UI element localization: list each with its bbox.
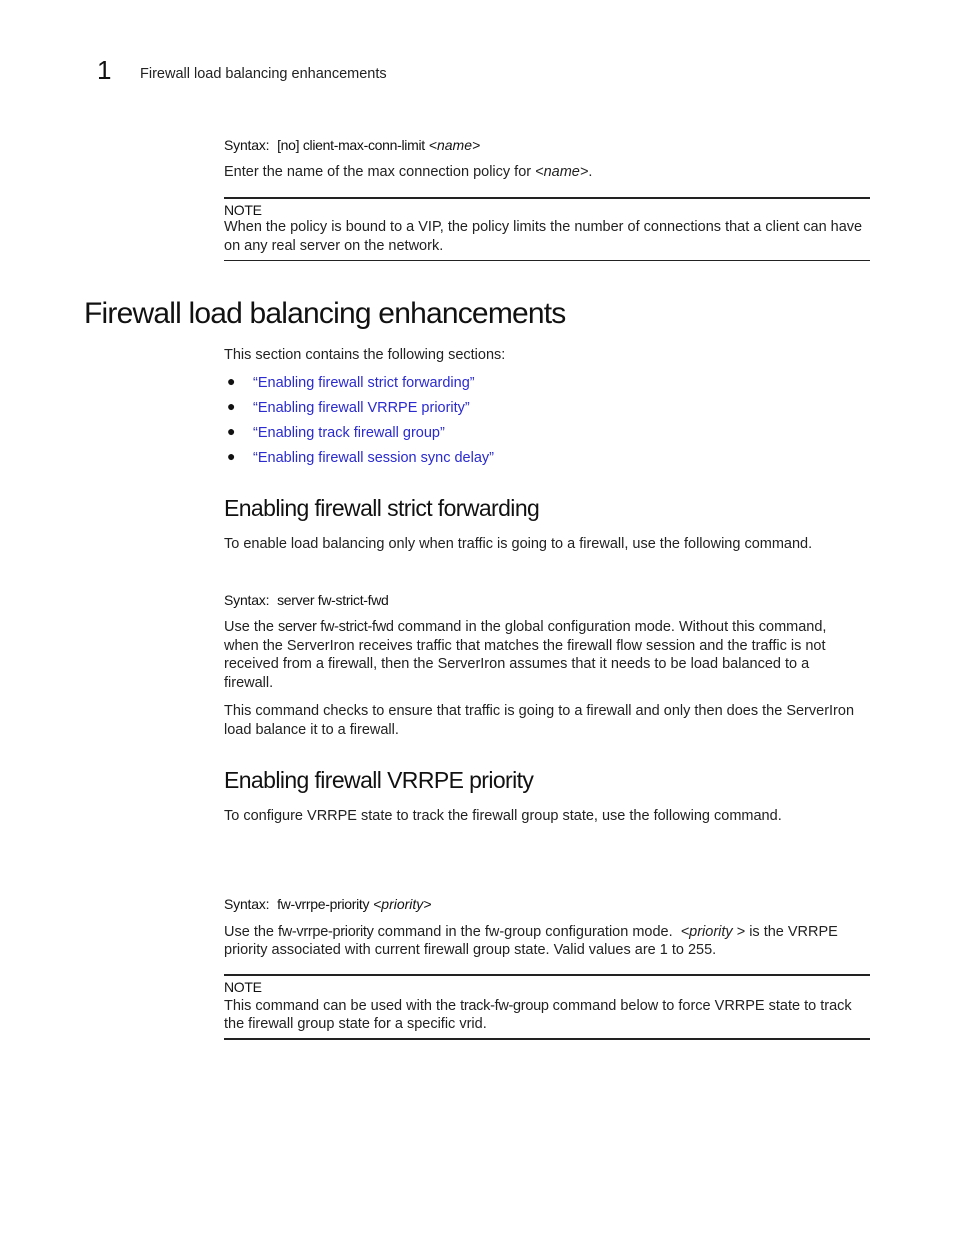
syntax-param: <priority> xyxy=(373,896,432,912)
text-span: Use the xyxy=(224,619,278,635)
text-span: . xyxy=(588,164,593,180)
syntax-label: Syntax: xyxy=(224,592,270,608)
subsection-title-strict-forwarding: Enabling firewall strict forwarding xyxy=(224,495,540,521)
syntax-command: [no] client-max-conn-limit xyxy=(277,137,425,153)
syntax-label: Syntax: xyxy=(224,896,270,912)
note-label: NOTE xyxy=(224,202,262,218)
note-bottom-rule xyxy=(224,260,870,261)
text-span: > is the VRRPE xyxy=(732,924,838,940)
syntax-client-max-conn-limit xyxy=(224,136,480,154)
inline-command: fw-vrrpe-priority xyxy=(278,924,374,940)
vrrpe-paragraph-line: priority associated with current firewall group state. Valid values are 1 to 255. xyxy=(224,942,717,958)
chapter-number: 1 xyxy=(97,55,112,85)
strict-paragraph-line: firewall. xyxy=(224,675,274,691)
note-top-rule xyxy=(224,974,870,976)
text-span: Enter the name of the max connection policy for xyxy=(224,164,536,180)
bullet-icon: ● xyxy=(227,398,236,414)
inline-command: server fw-strict-fwd xyxy=(278,619,394,635)
param-priority: <priority xyxy=(680,924,733,940)
section-title: Firewall load balancing enhancements xyxy=(84,297,566,330)
note-top-rule xyxy=(224,197,870,199)
strict-paragraph-line: when the ServerIron receives traffic that matches the firewall flow session and the traffic is not xyxy=(224,638,826,654)
text-span: command below to force VRRPE state to track xyxy=(548,998,852,1014)
bullet-icon: ● xyxy=(227,373,236,389)
strict-paragraph-line xyxy=(224,618,826,637)
syntax-fw-vrrpe-priority xyxy=(224,895,431,913)
inline-command: track-fw-group xyxy=(460,998,549,1014)
note-line: on any real server on the network. xyxy=(224,238,444,254)
strict-paragraph-line: received from a firewall, then the ServerIron assumes that it needs to be load balanced to a xyxy=(224,656,810,672)
syntax-param: <name> xyxy=(428,137,481,153)
text-span: This command can be used with the xyxy=(224,998,461,1014)
text-span: command in the fw-group configuration mode. xyxy=(373,924,681,940)
link-vrrpe-priority[interactable]: “Enabling firewall VRRPE priority” xyxy=(253,400,470,416)
param-name: <name> xyxy=(535,164,589,180)
strict-paragraph2-line: This command checks to ensure that traffic is going to a firewall and only then does the ServerIron xyxy=(224,703,855,719)
vrrpe-paragraph-line xyxy=(224,923,838,942)
syntax-command: fw-vrrpe-priority xyxy=(277,896,370,912)
section-intro: This section contains the following sections: xyxy=(224,347,506,363)
syntax-fw-strict-fwd xyxy=(224,591,389,609)
note-line xyxy=(224,997,852,1016)
vrrpe-intro: To configure VRRPE state to track the firewall group state, use the following command. xyxy=(224,808,782,824)
note-label: NOTE xyxy=(224,979,262,995)
note-line: the firewall group state for a specific vrid. xyxy=(224,1016,487,1032)
subsection-title-vrrpe-priority: Enabling firewall VRRPE priority xyxy=(224,767,534,793)
strict-intro: To enable load balancing only when traffic is going to a firewall, use the following command. xyxy=(224,536,813,552)
text-span: Use the xyxy=(224,924,278,940)
syntax-command: server fw-strict-fwd xyxy=(277,592,389,608)
note-bottom-rule xyxy=(224,1038,870,1040)
note-line: When the policy is bound to a VIP, the policy limits the number of connections that a client can have xyxy=(224,219,863,235)
syntax-label: Syntax: xyxy=(224,137,270,153)
text-span: command in the global configuration mode. Without this command, xyxy=(393,619,827,635)
running-header-title: Firewall load balancing enhancements xyxy=(140,66,387,82)
bullet-icon: ● xyxy=(227,423,236,439)
link-track-firewall-group[interactable]: “Enabling track firewall group” xyxy=(253,425,445,441)
paragraph-name-description xyxy=(224,163,592,182)
bullet-icon: ● xyxy=(227,448,236,464)
link-strict-forwarding[interactable]: “Enabling firewall strict forwarding” xyxy=(253,375,475,391)
link-session-sync-delay[interactable]: “Enabling firewall session sync delay” xyxy=(253,450,494,466)
strict-paragraph2-line: load balance it to a firewall. xyxy=(224,722,399,738)
